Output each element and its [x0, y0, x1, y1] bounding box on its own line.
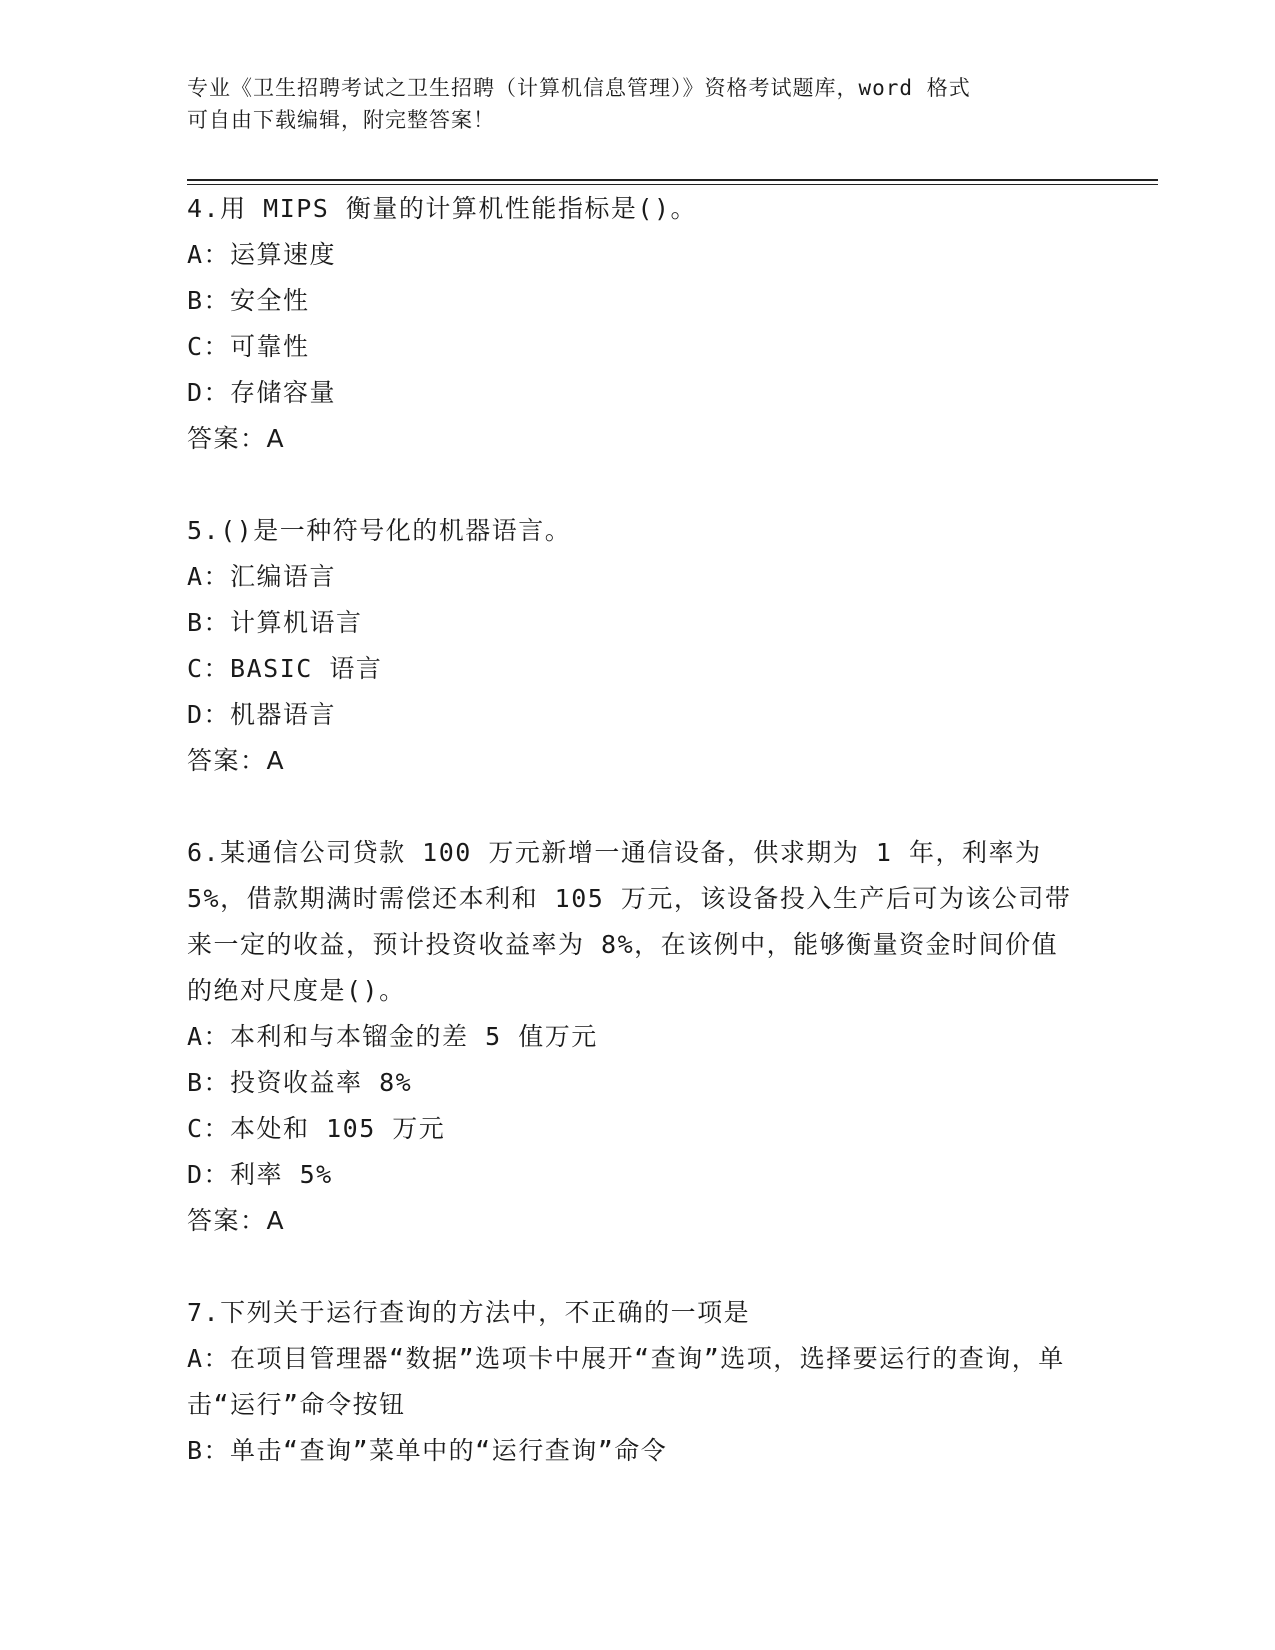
header-line-2: 可自由下载编辑，附完整答案！ — [187, 108, 495, 132]
option-b: B：单击“查询”菜单中的“运行查询”命令 — [187, 1436, 668, 1465]
option-c: C：可靠性 — [187, 332, 310, 361]
question-text: 5.()是一种符号化的机器语言。 — [187, 516, 572, 545]
answer-label: 答案：A — [187, 746, 286, 775]
header-line-1: 专业《卫生招聘考试之卫生招聘（计算机信息管理）》资格考试题库，word 格式 — [187, 76, 971, 100]
option-c: C：BASIC 语言 — [187, 654, 383, 683]
question-list — [187, 186, 1087, 1520]
question-text: 7.下列关于运行查询的方法中，不正确的一项是 — [187, 1298, 751, 1327]
header-divider-thin — [187, 184, 1158, 185]
option-a: A：汇编语言 — [187, 562, 337, 591]
option-b: B：投资收益率 8% — [187, 1068, 413, 1097]
document-header — [187, 72, 1067, 136]
option-d: D：机器语言 — [187, 700, 337, 729]
option-b: B：计算机语言 — [187, 608, 363, 637]
answer-label: 答案：A — [187, 1206, 286, 1235]
question-item — [187, 830, 1087, 1244]
option-d: D：利率 5% — [187, 1160, 333, 1189]
option-a: A：在项目管理器“数据”选项卡中展开“查询”选项，选择要运行的查询，单击“运行”命令按钮 — [187, 1344, 1065, 1419]
question-text: 4.用 MIPS 衡量的计算机性能指标是()。 — [187, 194, 698, 223]
answer-label: 答案：A — [187, 424, 286, 453]
option-c: C：本处和 105 万元 — [187, 1114, 446, 1143]
header-divider-thick — [187, 179, 1158, 181]
option-a: A：运算速度 — [187, 240, 337, 269]
option-b: B：安全性 — [187, 286, 310, 315]
option-d: D：存储容量 — [187, 378, 337, 407]
question-item — [187, 1290, 1087, 1474]
question-item — [187, 508, 1087, 784]
question-item — [187, 186, 1087, 462]
option-a: A：本利和与本镏金的差 5 值万元 — [187, 1022, 598, 1051]
question-text: 6.某通信公司贷款 100 万元新增一通信设备，供求期为 1 年，利率为 5%，借款期满时需偿还本利和 105 万元，该设备投入生产后可为该公司带来一定的收益，预计投资收益率为 8%，在该例中，能够衡量资金时间价值的绝对尺度是()。 — [187, 838, 1072, 1005]
